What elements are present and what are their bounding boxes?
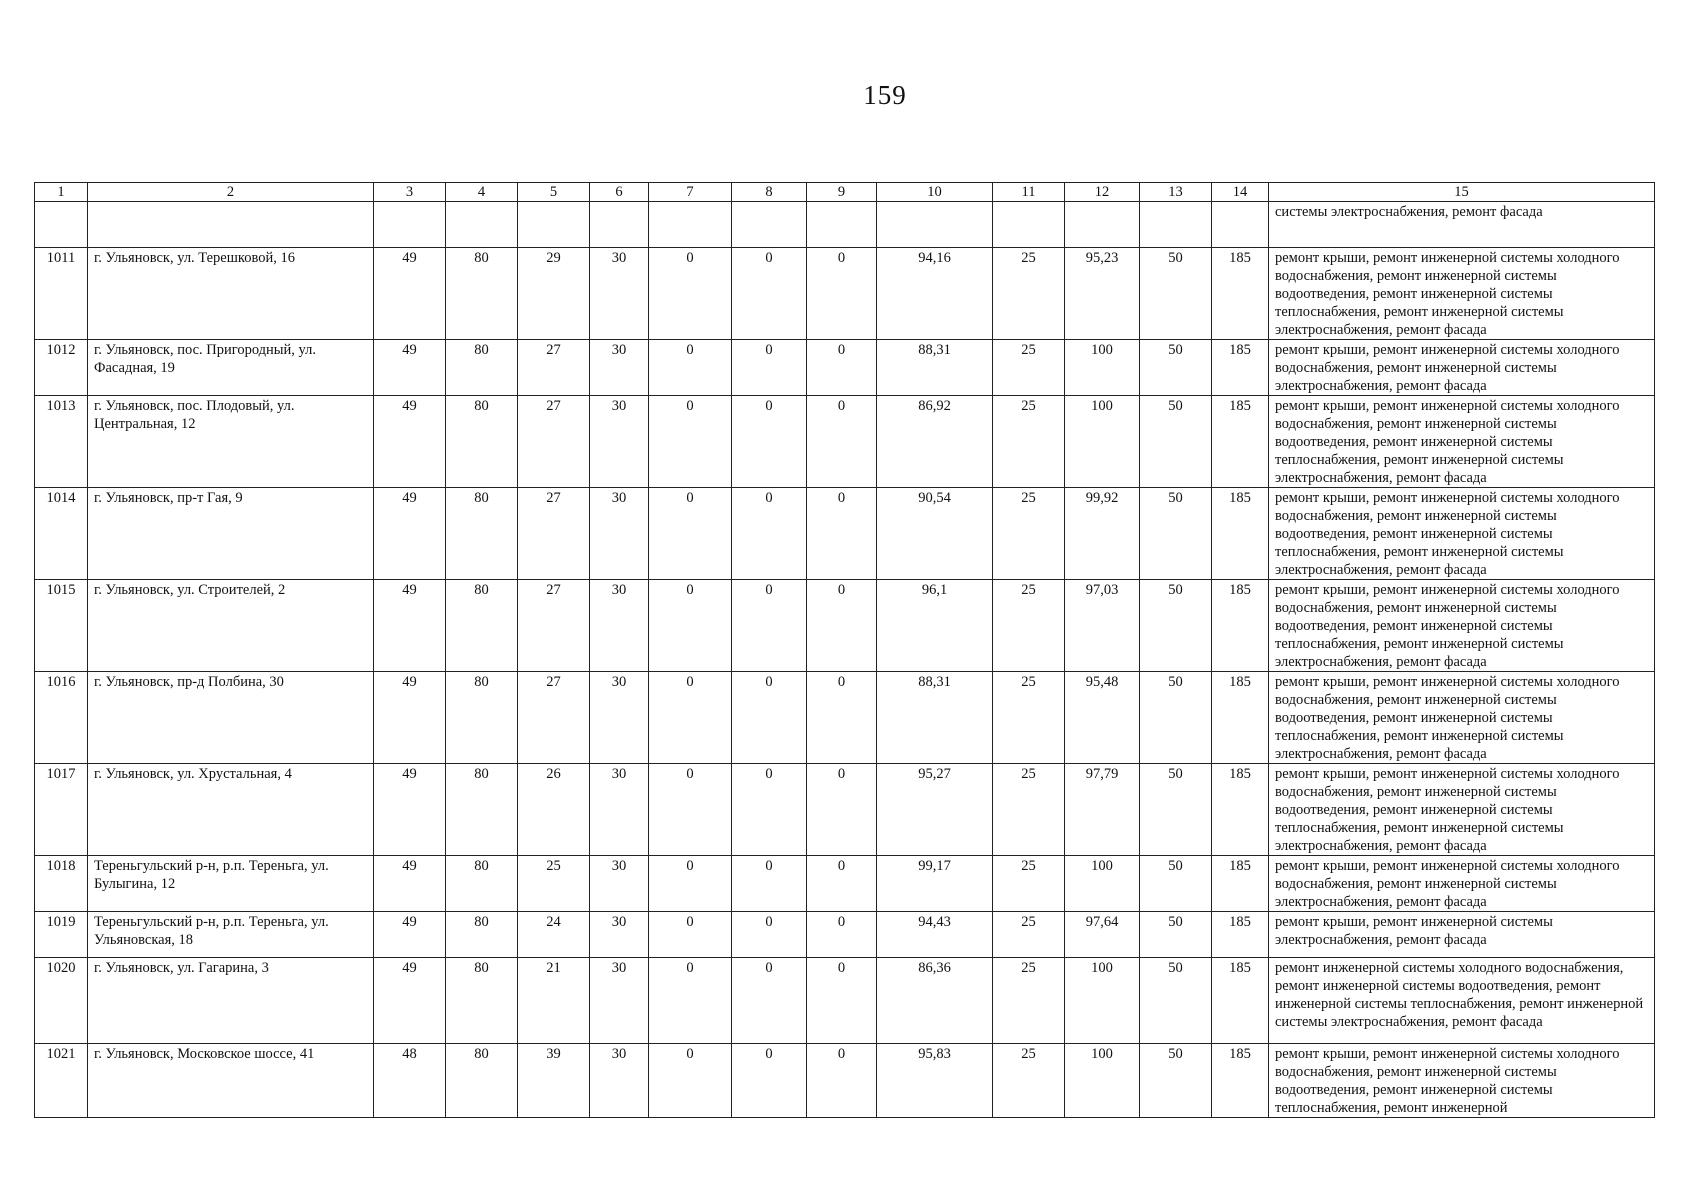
- table-row: [35, 488, 1655, 580]
- cell-c10: 99,17: [877, 856, 993, 912]
- column-header-11: 11: [993, 183, 1065, 202]
- cell-record-number: 1020: [35, 958, 88, 1044]
- cell-address: г. Ульяновск, пос. Пригородный, ул. Фасадная, 19: [88, 340, 374, 396]
- cell-c4: 80: [446, 488, 518, 580]
- cell-c12: 99,92: [1065, 488, 1140, 580]
- cell-c8: 0: [732, 396, 807, 488]
- cell-c3: [374, 202, 446, 248]
- cell-c6: 30: [590, 248, 649, 340]
- table-row: [35, 958, 1655, 1044]
- cell-c8: 0: [732, 340, 807, 396]
- cell-c13: 50: [1140, 396, 1212, 488]
- cell-c6: 30: [590, 856, 649, 912]
- cell-c12: [1065, 202, 1140, 248]
- cell-repair-works: ремонт крыши, ремонт инженерной системы холодного водоснабжения, ремонт инженерной системы водоотведения, ремонт инженерной системы теплоснабжения, ремонт инженерной системы электроснабжения, ремонт фасада: [1269, 580, 1655, 672]
- cell-record-number: 1015: [35, 580, 88, 672]
- cell-c4: 80: [446, 912, 518, 958]
- cell-c5: 39: [518, 1044, 590, 1118]
- cell-c9: 0: [807, 958, 877, 1044]
- cell-c4: 80: [446, 958, 518, 1044]
- cell-c12: 100: [1065, 958, 1140, 1044]
- cell-c11: 25: [993, 958, 1065, 1044]
- cell-c13: 50: [1140, 856, 1212, 912]
- cell-c6: 30: [590, 580, 649, 672]
- cell-c7: 0: [649, 248, 732, 340]
- cell-c3: 49: [374, 764, 446, 856]
- cell-c3: 48: [374, 1044, 446, 1118]
- cell-c13: 50: [1140, 248, 1212, 340]
- cell-c9: [807, 202, 877, 248]
- cell-c11: [993, 202, 1065, 248]
- cell-c12: 97,03: [1065, 580, 1140, 672]
- cell-c14: 185: [1212, 672, 1269, 764]
- cell-c8: 0: [732, 958, 807, 1044]
- cell-c9: 0: [807, 672, 877, 764]
- table-row: [35, 912, 1655, 958]
- cell-c13: 50: [1140, 340, 1212, 396]
- cell-c4: 80: [446, 248, 518, 340]
- cell-c5: 27: [518, 340, 590, 396]
- column-header-10: 10: [877, 183, 993, 202]
- column-header-12: 12: [1065, 183, 1140, 202]
- table-row: [35, 396, 1655, 488]
- cell-c8: 0: [732, 580, 807, 672]
- cell-c13: 50: [1140, 912, 1212, 958]
- cell-repair-works: ремонт крыши, ремонт инженерной системы холодного водоснабжения, ремонт инженерной системы электроснабжения, ремонт фасада: [1269, 856, 1655, 912]
- cell-c3: 49: [374, 580, 446, 672]
- cell-c8: 0: [732, 488, 807, 580]
- cell-record-number: 1017: [35, 764, 88, 856]
- column-header-2: 2: [88, 183, 374, 202]
- cell-c5: 26: [518, 764, 590, 856]
- cell-c10: 86,92: [877, 396, 993, 488]
- table-row: [35, 764, 1655, 856]
- cell-c14: 185: [1212, 764, 1269, 856]
- cell-c11: 25: [993, 764, 1065, 856]
- cell-c10: 88,31: [877, 340, 993, 396]
- cell-c7: 0: [649, 1044, 732, 1118]
- cell-c5: 27: [518, 396, 590, 488]
- cell-c9: 0: [807, 856, 877, 912]
- cell-address: г. Ульяновск, Московское шоссе, 41: [88, 1044, 374, 1118]
- cell-address: г. Ульяновск, пр-т Гая, 9: [88, 488, 374, 580]
- cell-c10: 88,31: [877, 672, 993, 764]
- cell-address: Тереньгульский р-н, р.п. Тереньга, ул. Ульяновская, 18: [88, 912, 374, 958]
- cell-c5: 24: [518, 912, 590, 958]
- cell-repair-works: ремонт крыши, ремонт инженерной системы холодного водоснабжения, ремонт инженерной системы водоотведения, ремонт инженерной системы теплоснабжения, ремонт инженерной системы электроснабжения, ремонт фасада: [1269, 488, 1655, 580]
- cell-address: [88, 202, 374, 248]
- cell-c7: 0: [649, 396, 732, 488]
- cell-c13: 50: [1140, 1044, 1212, 1118]
- cell-c7: [649, 202, 732, 248]
- column-header-1: 1: [35, 183, 88, 202]
- cell-c9: 0: [807, 912, 877, 958]
- cell-c7: 0: [649, 580, 732, 672]
- cell-record-number: 1016: [35, 672, 88, 764]
- cell-repair-works: ремонт крыши, ремонт инженерной системы холодного водоснабжения, ремонт инженерной системы водоотведения, ремонт инженерной системы теплоснабжения, ремонт инженерной системы электроснабжения, ремонт фасада: [1269, 396, 1655, 488]
- column-header-3: 3: [374, 183, 446, 202]
- cell-address: г. Ульяновск, пр-д Полбина, 30: [88, 672, 374, 764]
- cell-record-number: 1014: [35, 488, 88, 580]
- table-row: [35, 856, 1655, 912]
- cell-c8: 0: [732, 764, 807, 856]
- cell-c14: 185: [1212, 958, 1269, 1044]
- cell-c5: 21: [518, 958, 590, 1044]
- cell-c12: 95,23: [1065, 248, 1140, 340]
- cell-c13: 50: [1140, 958, 1212, 1044]
- cell-c3: 49: [374, 248, 446, 340]
- cell-c5: [518, 202, 590, 248]
- cell-repair-works: ремонт крыши, ремонт инженерной системы холодного водоснабжения, ремонт инженерной системы водоотведения, ремонт инженерной системы теплоснабжения, ремонт инженерной: [1269, 1044, 1655, 1118]
- cell-c14: 185: [1212, 248, 1269, 340]
- cell-c7: 0: [649, 340, 732, 396]
- cell-record-number: 1019: [35, 912, 88, 958]
- cell-address: г. Ульяновск, ул. Строителей, 2: [88, 580, 374, 672]
- page-number: 159: [863, 80, 907, 110]
- table-row: [35, 202, 1655, 248]
- cell-c6: 30: [590, 488, 649, 580]
- cell-c13: [1140, 202, 1212, 248]
- cell-record-number: [35, 202, 88, 248]
- table-row: [35, 248, 1655, 340]
- cell-c12: 95,48: [1065, 672, 1140, 764]
- cell-c3: 49: [374, 856, 446, 912]
- cell-c9: 0: [807, 580, 877, 672]
- cell-repair-works: ремонт крыши, ремонт инженерной системы холодного водоснабжения, ремонт инженерной системы водоотведения, ремонт инженерной системы теплоснабжения, ремонт инженерной системы электроснабжения, ремонт фасада: [1269, 248, 1655, 340]
- cell-c7: 0: [649, 958, 732, 1044]
- cell-c3: 49: [374, 958, 446, 1044]
- cell-c4: 80: [446, 340, 518, 396]
- cell-c9: 0: [807, 248, 877, 340]
- cell-c6: 30: [590, 340, 649, 396]
- registry-table: [34, 182, 1655, 1118]
- cell-c10: 94,16: [877, 248, 993, 340]
- column-header-5: 5: [518, 183, 590, 202]
- table-header: [35, 183, 1655, 202]
- cell-c7: 0: [649, 764, 732, 856]
- cell-c14: 185: [1212, 856, 1269, 912]
- cell-c11: 25: [993, 488, 1065, 580]
- cell-c11: 25: [993, 340, 1065, 396]
- cell-record-number: 1021: [35, 1044, 88, 1118]
- cell-c8: 0: [732, 912, 807, 958]
- cell-c8: 0: [732, 1044, 807, 1118]
- cell-c5: 29: [518, 248, 590, 340]
- cell-c7: 0: [649, 488, 732, 580]
- cell-c14: 185: [1212, 396, 1269, 488]
- cell-c7: 0: [649, 856, 732, 912]
- cell-c11: 25: [993, 580, 1065, 672]
- cell-c12: 100: [1065, 1044, 1140, 1118]
- cell-address: г. Ульяновск, ул. Терешковой, 16: [88, 248, 374, 340]
- cell-c3: 49: [374, 672, 446, 764]
- cell-c12: 100: [1065, 396, 1140, 488]
- cell-c8: [732, 202, 807, 248]
- column-header-15: 15: [1269, 183, 1655, 202]
- cell-c13: 50: [1140, 580, 1212, 672]
- cell-c3: 49: [374, 340, 446, 396]
- cell-address: г. Ульяновск, ул. Гагарина, 3: [88, 958, 374, 1044]
- cell-c6: 30: [590, 1044, 649, 1118]
- cell-c11: 25: [993, 912, 1065, 958]
- cell-c9: 0: [807, 396, 877, 488]
- table-row: [35, 1044, 1655, 1118]
- column-header-13: 13: [1140, 183, 1212, 202]
- cell-c11: 25: [993, 396, 1065, 488]
- cell-address: г. Ульяновск, пос. Плодовый, ул. Центральная, 12: [88, 396, 374, 488]
- cell-c14: 185: [1212, 340, 1269, 396]
- cell-address: Тереньгульский р-н, р.п. Тереньга, ул. Булыгина, 12: [88, 856, 374, 912]
- cell-repair-works: системы электроснабжения, ремонт фасада: [1269, 202, 1655, 248]
- cell-repair-works: ремонт крыши, ремонт инженерной системы электроснабжения, ремонт фасада: [1269, 912, 1655, 958]
- header-row: [35, 183, 1655, 202]
- column-header-14: 14: [1212, 183, 1269, 202]
- cell-c3: 49: [374, 488, 446, 580]
- cell-c10: 86,36: [877, 958, 993, 1044]
- cell-repair-works: ремонт крыши, ремонт инженерной системы холодного водоснабжения, ремонт инженерной системы водоотведения, ремонт инженерной системы теплоснабжения, ремонт инженерной системы электроснабжения, ремонт фасада: [1269, 764, 1655, 856]
- table-body: [35, 202, 1655, 1118]
- column-header-7: 7: [649, 183, 732, 202]
- cell-c5: 25: [518, 856, 590, 912]
- cell-c9: 0: [807, 1044, 877, 1118]
- cell-c10: 96,1: [877, 580, 993, 672]
- cell-c8: 0: [732, 856, 807, 912]
- cell-c10: [877, 202, 993, 248]
- cell-c12: 100: [1065, 340, 1140, 396]
- cell-c14: 185: [1212, 580, 1269, 672]
- cell-c14: [1212, 202, 1269, 248]
- cell-repair-works: ремонт инженерной системы холодного водоснабжения, ремонт инженерной системы водоотведения, ремонт инженерной системы теплоснабжения, ремонт инженерной системы электроснабжения, ремонт фасада: [1269, 958, 1655, 1044]
- table-row: [35, 340, 1655, 396]
- cell-c11: 25: [993, 856, 1065, 912]
- cell-c5: 27: [518, 488, 590, 580]
- cell-c13: 50: [1140, 672, 1212, 764]
- cell-record-number: 1011: [35, 248, 88, 340]
- column-header-8: 8: [732, 183, 807, 202]
- column-header-4: 4: [446, 183, 518, 202]
- table-row: [35, 580, 1655, 672]
- cell-c7: 0: [649, 912, 732, 958]
- cell-c9: 0: [807, 340, 877, 396]
- cell-repair-works: ремонт крыши, ремонт инженерной системы холодного водоснабжения, ремонт инженерной системы электроснабжения, ремонт фасада: [1269, 340, 1655, 396]
- cell-c6: 30: [590, 764, 649, 856]
- cell-c5: 27: [518, 672, 590, 764]
- cell-record-number: 1018: [35, 856, 88, 912]
- cell-record-number: 1012: [35, 340, 88, 396]
- cell-c14: 185: [1212, 1044, 1269, 1118]
- cell-c4: 80: [446, 764, 518, 856]
- cell-record-number: 1013: [35, 396, 88, 488]
- cell-c10: 94,43: [877, 912, 993, 958]
- cell-c6: 30: [590, 912, 649, 958]
- cell-c6: [590, 202, 649, 248]
- column-header-9: 9: [807, 183, 877, 202]
- cell-c6: 30: [590, 958, 649, 1044]
- cell-c10: 95,27: [877, 764, 993, 856]
- cell-c6: 30: [590, 396, 649, 488]
- cell-c12: 100: [1065, 856, 1140, 912]
- cell-address: г. Ульяновск, ул. Хрустальная, 4: [88, 764, 374, 856]
- table-row: [35, 672, 1655, 764]
- cell-c7: 0: [649, 672, 732, 764]
- cell-c10: 90,54: [877, 488, 993, 580]
- cell-c3: 49: [374, 912, 446, 958]
- column-header-6: 6: [590, 183, 649, 202]
- cell-c11: 25: [993, 248, 1065, 340]
- cell-c9: 0: [807, 488, 877, 580]
- cell-c4: 80: [446, 1044, 518, 1118]
- cell-c9: 0: [807, 764, 877, 856]
- cell-c8: 0: [732, 672, 807, 764]
- cell-c12: 97,79: [1065, 764, 1140, 856]
- cell-c12: 97,64: [1065, 912, 1140, 958]
- cell-repair-works: ремонт крыши, ремонт инженерной системы холодного водоснабжения, ремонт инженерной системы водоотведения, ремонт инженерной системы теплоснабжения, ремонт инженерной системы электроснабжения, ремонт фасада: [1269, 672, 1655, 764]
- registry-sheet: [34, 182, 1654, 1118]
- cell-c4: 80: [446, 580, 518, 672]
- cell-c11: 25: [993, 672, 1065, 764]
- cell-c13: 50: [1140, 764, 1212, 856]
- cell-c4: 80: [446, 856, 518, 912]
- cell-c10: 95,83: [877, 1044, 993, 1118]
- cell-c4: 80: [446, 396, 518, 488]
- cell-c4: [446, 202, 518, 248]
- cell-c11: 25: [993, 1044, 1065, 1118]
- cell-c13: 50: [1140, 488, 1212, 580]
- cell-c14: 185: [1212, 488, 1269, 580]
- cell-c4: 80: [446, 672, 518, 764]
- cell-c3: 49: [374, 396, 446, 488]
- cell-c8: 0: [732, 248, 807, 340]
- cell-c14: 185: [1212, 912, 1269, 958]
- cell-c5: 27: [518, 580, 590, 672]
- cell-c6: 30: [590, 672, 649, 764]
